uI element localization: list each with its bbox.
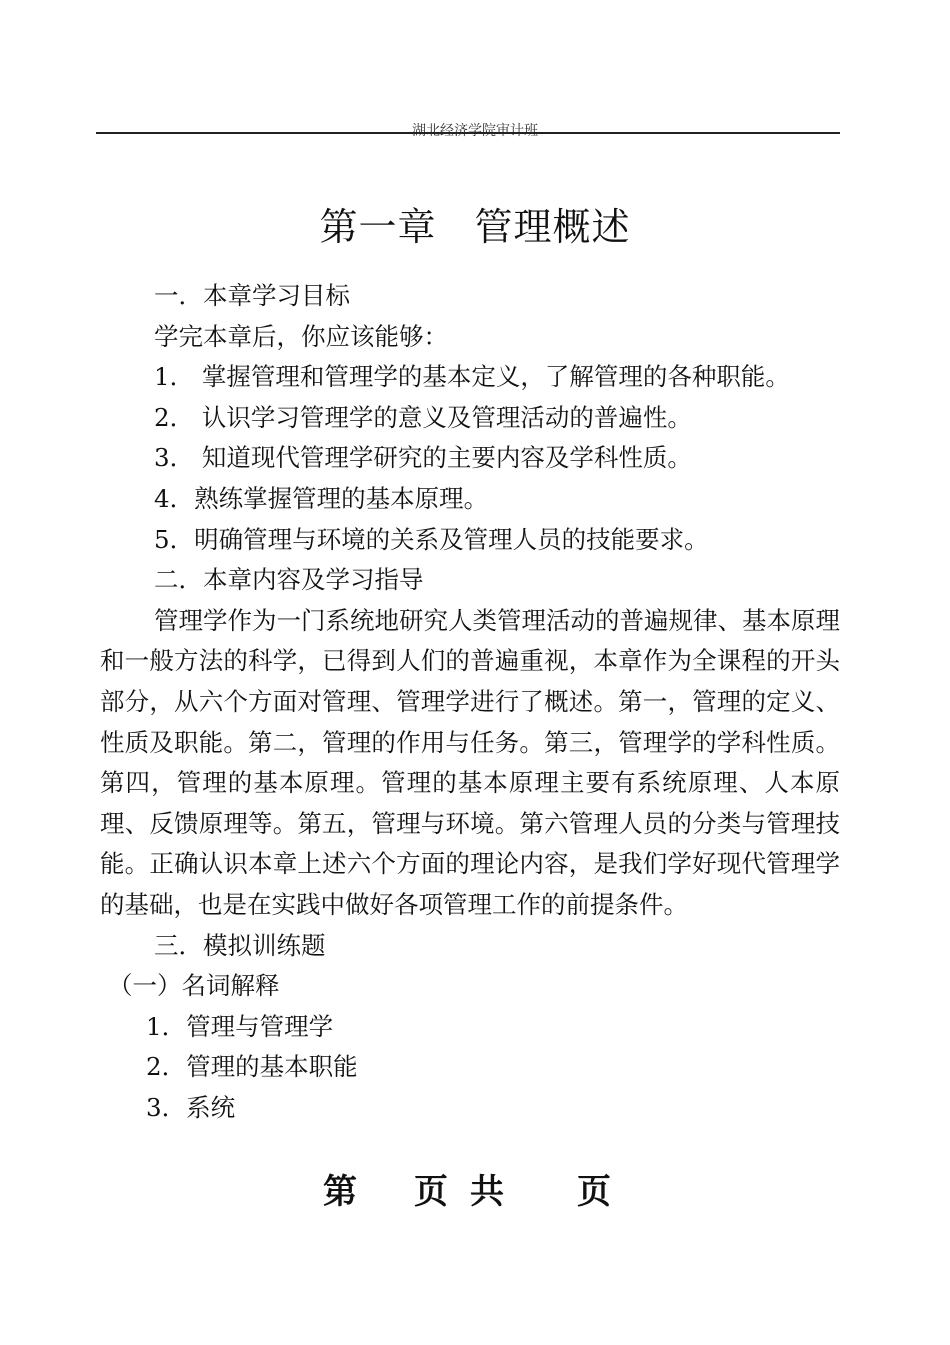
objective-item: 2． 认识学习管理学的意义及管理活动的普遍性。 [154,402,692,432]
chapter-name: 管理概述 [474,205,631,249]
page-header-text: 湖北经济学院审计班 [412,123,538,139]
footer-ye-total: 页 [577,1172,611,1212]
objective-item: 5．明确管理与环境的关系及管理人员的技能要求。 [154,524,709,554]
term-item: 1．管理与管理学 [146,1011,334,1041]
chapter-title [0,196,950,251]
chapter-number: 第一章 [319,205,437,249]
objective-item: 3． 知道现代管理学研究的主要内容及学科性质。 [154,443,692,473]
footer-ye: 页 [414,1172,448,1212]
header-divider [96,132,840,134]
section-heading-content: 二．本章内容及学习指导 [154,565,424,595]
footer-gong: 共 [470,1172,504,1212]
document-body [100,276,840,1128]
objective-item: 4．熟练掌握管理的基本原理。 [154,483,489,513]
section-heading-objectives: 一．本章学习目标 [154,281,350,310]
section-heading-exercises: 三．模拟训练题 [154,930,326,960]
objectives-intro: 学完本章后，你应该能够： [154,321,448,351]
footer-di: 第 [323,1172,357,1212]
subsection-heading-terms: （一）名词解释 [108,971,280,1001]
term-item: 3．系统 [146,1092,236,1122]
content-paragraph: 管理学作为一门系统地研究人类管理活动的普遍规律、基本原理和一般方法的科学，已得到人们的普遍重视，本章作为全课程的开头部分，从六个方面对管理、管理学进行了概述。第一，管理的定义、性质及职能。第二，管理的作用与任务。第三，管理学的学科性质。第四，管理的基本原理。管理的基本原理主要有系统原理、人本原理、反馈原理等。第五，管理与环境。第六管理人员的分类与管理技能。正确认识本章上述六个方面的理论内容，是我们学好现代管理学的基础，也是在实践中做好各项管理工作的前提条件。 [100,605,840,919]
objective-item: 1． 掌握管理和管理学的基本定义，了解管理的各种职能。 [154,362,790,392]
term-item: 2．管理的基本职能 [146,1052,358,1082]
